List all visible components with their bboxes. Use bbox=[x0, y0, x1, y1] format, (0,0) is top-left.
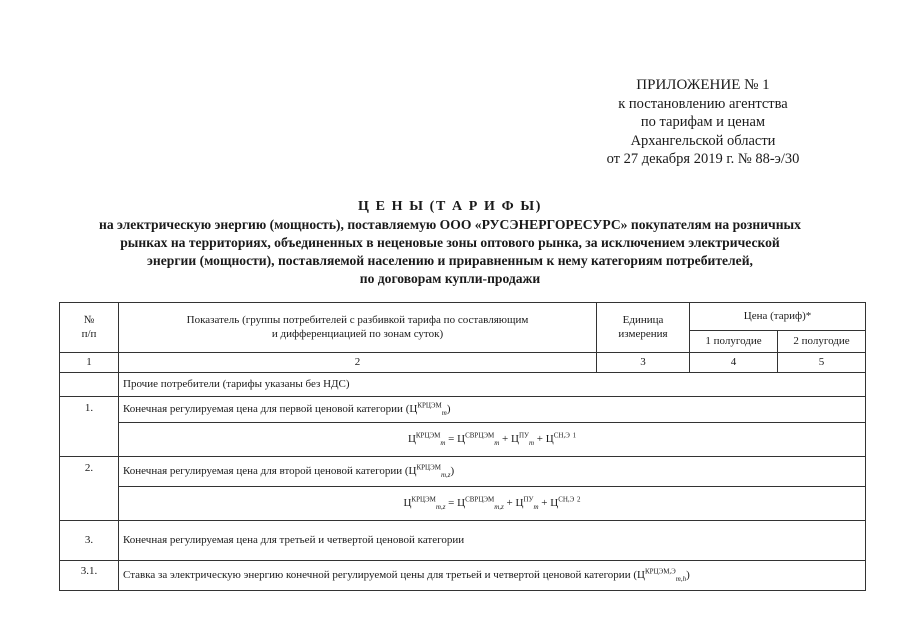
column-number: 1 bbox=[60, 353, 119, 373]
header-indicator-line: и дифференциацией по зонам суток) bbox=[271, 327, 444, 340]
formula-sub: m,z bbox=[494, 502, 504, 511]
formula-symbol: Ц bbox=[545, 432, 554, 445]
appendix-block bbox=[573, 76, 833, 169]
column-number: 4 bbox=[690, 353, 778, 373]
header-half2: 2 полугодие bbox=[778, 331, 866, 353]
document-heading bbox=[60, 198, 840, 288]
formula-sub: m bbox=[494, 438, 500, 447]
header-number-line: № bbox=[83, 314, 95, 326]
appendix-date: от 27 декабря 2019 г. № 88-э/30 bbox=[606, 151, 800, 167]
heading-line: энергии (мощности), поставляемой населению и приравненным к нему категориям потребителей, bbox=[147, 253, 753, 268]
formula-sup: СВРЦЭМ bbox=[465, 431, 495, 440]
table-row bbox=[60, 373, 866, 397]
row-text-main: Ставка за электрическую энергию конечной регулируемой цены для третьей и четвертой ценовой категории (Ц bbox=[123, 568, 645, 581]
formula-sub: m,z bbox=[435, 502, 446, 511]
heading-line: рынках на территориях, объединенных в неценовые зоны оптового рынка, за исключением электрической bbox=[120, 235, 780, 250]
row-text-main: Конечная регулируемая цена для второй ценовой категории (Ц bbox=[123, 464, 417, 477]
formula-operator: + bbox=[502, 432, 509, 445]
formula-sup: СН,Э bbox=[558, 495, 575, 504]
column-number: 5 bbox=[778, 353, 866, 373]
formula-symbol: Ц bbox=[407, 432, 416, 445]
formula-sub: m,z bbox=[440, 470, 451, 479]
row-text bbox=[119, 457, 866, 487]
table-row bbox=[60, 457, 866, 487]
formula-operator: + bbox=[506, 496, 513, 509]
formula-sup: КРЦЭМ bbox=[416, 463, 441, 472]
row-text-main: Конечная регулируемая цена для первой ценовой категории (Ц bbox=[123, 402, 418, 415]
formula bbox=[119, 487, 866, 521]
formula-symbol: Ц bbox=[515, 496, 524, 509]
header-unit-line: измерения bbox=[618, 327, 668, 340]
formula-symbol: Ц bbox=[403, 496, 412, 509]
formula-close: ) bbox=[686, 568, 690, 581]
formula-operator: = bbox=[448, 432, 455, 445]
formula-symbol: Ц bbox=[457, 496, 466, 509]
row-text bbox=[119, 561, 866, 591]
formula-sup: КРЦЭМ,Э bbox=[644, 567, 676, 576]
formula-sub: m bbox=[533, 502, 539, 511]
header-half1: 1 полугодие bbox=[690, 331, 778, 353]
row-number: 3.1. bbox=[60, 561, 119, 591]
formula-sub: m,h bbox=[675, 574, 687, 583]
formula-footnote: 1 bbox=[572, 431, 577, 440]
header-unit bbox=[597, 303, 690, 353]
appendix-line: к постановлению агентства bbox=[618, 95, 788, 112]
header-unit-line: Единица bbox=[622, 314, 664, 326]
formula-operator: + bbox=[541, 496, 548, 509]
row-number: 2. bbox=[60, 457, 119, 521]
formula-sup: СН,Э bbox=[553, 431, 570, 440]
formula-sup: СВРЦЭМ bbox=[465, 495, 495, 504]
column-number-row bbox=[60, 353, 866, 373]
header-number bbox=[60, 303, 119, 353]
table-row bbox=[60, 521, 866, 561]
row-number bbox=[60, 373, 119, 397]
header-number-line: п/п bbox=[81, 327, 97, 340]
formula-symbol: Ц bbox=[511, 432, 519, 445]
appendix-title: ПРИЛОЖЕНИЕ № 1 bbox=[636, 77, 770, 93]
formula-close: ) bbox=[446, 402, 451, 415]
formula-row bbox=[60, 487, 866, 521]
document-title: Ц Е Н Ы (Т А Р И Ф Ы) bbox=[358, 199, 542, 214]
row-text bbox=[119, 397, 866, 423]
formula-sup: КРЦЭМ bbox=[411, 495, 436, 504]
row-number: 1. bbox=[60, 397, 119, 457]
formula-sup: КРЦЭМ bbox=[417, 401, 442, 410]
formula-row bbox=[60, 423, 866, 457]
formula-sup: ПУ bbox=[518, 431, 529, 440]
header-indicator bbox=[119, 303, 597, 353]
table-row bbox=[60, 397, 866, 423]
table-header-row bbox=[60, 303, 866, 331]
appendix-line: по тарифам и ценам bbox=[640, 114, 766, 130]
header-price: Цена (тариф)* bbox=[690, 303, 866, 331]
column-number: 3 bbox=[597, 353, 690, 373]
heading-line: по договорам купли-продажи bbox=[359, 271, 541, 286]
appendix-line: Архангельской области bbox=[630, 132, 776, 149]
formula-sub: m bbox=[441, 408, 447, 417]
formula bbox=[119, 423, 866, 457]
formula-sup: КРЦЭМ bbox=[415, 431, 441, 440]
row-text: Прочие потребители (тарифы указаны без НДС) bbox=[119, 373, 866, 397]
table-row bbox=[60, 561, 866, 591]
formula-symbol: Ц bbox=[550, 496, 559, 509]
price-table bbox=[59, 302, 866, 591]
formula-symbol: Ц bbox=[457, 432, 466, 445]
header-indicator-line: Показатель (группы потребителей с разбивкой тарифа по составляющим bbox=[186, 314, 529, 326]
heading-line: на электрическую энергию (мощность), поставляемую ООО «РУСЭНЕРГОРЕСУРС» покупателям на розничных bbox=[99, 217, 801, 232]
formula-operator: = bbox=[448, 496, 455, 509]
formula-operator: + bbox=[536, 432, 544, 445]
formula-footnote: 2 bbox=[577, 495, 581, 504]
formula-sub: m bbox=[440, 438, 446, 447]
column-number: 2 bbox=[119, 353, 597, 373]
row-text: Конечная регулируемая цена для третьей и четвертой ценовой категории bbox=[119, 521, 866, 561]
formula-close: ) bbox=[450, 464, 455, 477]
formula-sub: m bbox=[528, 438, 535, 447]
row-number: 3. bbox=[60, 521, 119, 561]
formula-sup: ПУ bbox=[523, 495, 534, 504]
